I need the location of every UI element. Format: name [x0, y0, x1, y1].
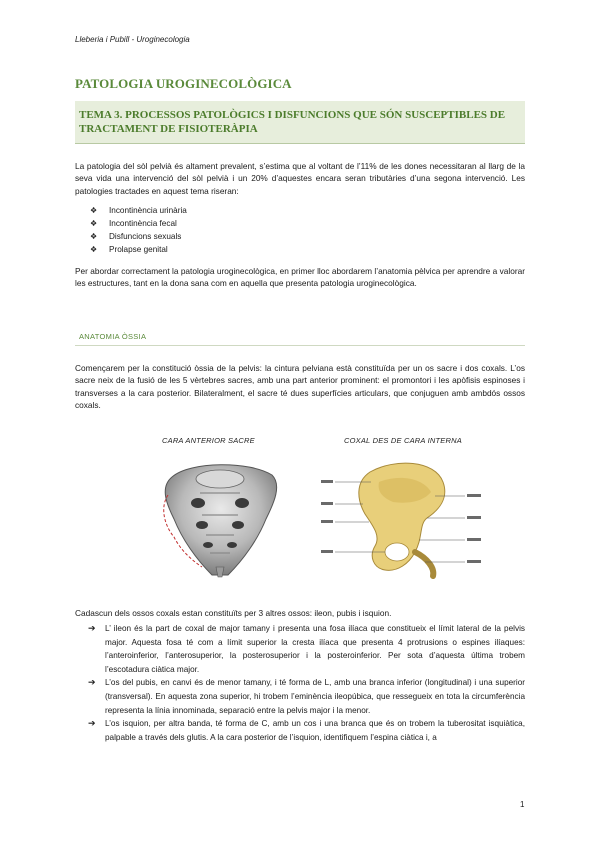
section-heading: ANATOMIA ÒSSIA	[79, 332, 147, 341]
list-item	[90, 204, 187, 217]
list-item	[88, 676, 525, 717]
diamond-bullet-icon: ❖	[90, 245, 98, 254]
section-heading-box	[75, 325, 525, 346]
list-item	[90, 243, 187, 256]
list-item-label: Prolapse genital	[109, 245, 168, 254]
page-number: 1	[520, 800, 525, 809]
list-item-text: L’os isquion, per altra banda, té forma de C, amb un cos i una branca que és on trobem la tuberositat isquiàtica, palpable a través dels glutis. A la cara posterior de l’isquion, identifiquem l’espina ciàtica i, a	[105, 719, 525, 742]
right-figure-caption: COXAL DES DE CARA INTERNA	[344, 436, 462, 445]
list-item	[88, 717, 525, 744]
arrow-right-icon: ➔	[88, 677, 96, 688]
anatomy-paragraph: Començarem per la constitució òssia de la pelvis: la cintura pelviana està constituïda per un os sacre i dos coxals. L’os sacre neix de la fusió de les 5 vèrtebres sacres, amb una part anterior prominent: el promontori i les apòfisis espinoses i transverses a la cara posterior. Bilateralment, el sacre té dues superfícies articulars, que conjuguen amb ambdós ossos coxals.	[75, 363, 525, 410]
intro-paragraph: La patologia del sòl pelvià és altament prevalent, s’estima que al voltant de l’11% de les dones necessitaran al llarg de la seva vida una intervenció del sòl pelvià i un 20% d’aquestes encara seran tributàries d’una segona intervenció. Les patologies tractades en aquest tema riseran:	[75, 161, 525, 196]
arrow-right-icon: ➔	[88, 718, 96, 729]
list-item-text: L’os del pubis, en canvi és de menor tamany, i té forma de L, amb una branca inferior (longitudinal) i una superior (transversal). En aquesta zona superior, hi trobem l’eminència ileopúbica, que ressegueix en tota la circumferència representa la línia innominada, separació entre la pelvis major i la menor.	[105, 678, 525, 715]
pathology-list	[90, 204, 187, 256]
left-figure-caption: CARA ANTERIOR SACRE	[162, 436, 255, 445]
coxal-internal-figure	[315, 452, 485, 587]
second-paragraph: Per abordar correctament la patologia uroginecològica, en primer lloc abordarem l’anatomia pèlvica per aprendre a valorar les estructures, tant en la dona sana com en aquella que presenta patologia uroginecològica.	[75, 266, 525, 289]
arrow-right-icon: ➔	[88, 623, 96, 633]
list-item-text: L’ ileon és la part de coxal de major tamany i presenta una fosa ilíaca que constitueix el límit lateral de la pelvis major. Aquesta fosa té com a límit superior la cresta ilíaca que presenta 4 protrusions o espines ilíaques: l’anteroinferior, l’anterosuperior, la posterosuperior i la posteroinferior. Per sota d’aquesta última trobem l’escotadura ciàtica major.	[105, 624, 525, 674]
list-item	[90, 217, 187, 230]
diamond-bullet-icon: ❖	[90, 232, 98, 241]
list-item	[88, 622, 525, 676]
tema-heading-box	[75, 101, 525, 144]
diamond-bullet-icon: ❖	[90, 206, 98, 215]
page-title: PATOLOGIA UROGINECOLÒGICA	[75, 76, 292, 91]
bone-description-list	[88, 622, 525, 744]
diamond-bullet-icon: ❖	[90, 219, 98, 228]
list-item	[90, 230, 187, 243]
list-item-label: Incontinència fecal	[109, 219, 177, 228]
list-item-label: Incontinència urinària	[109, 206, 187, 215]
list-item-label: Disfuncions sexuals	[109, 232, 182, 241]
coxals-intro-paragraph: Cadascun dels ossos coxals estan constituïts per 3 altres ossos: ileon, pubis i isquion.	[75, 608, 392, 618]
tema-heading: TEMA 3. PROCESSOS PATOLÒGICS I DISFUNCIONS QUE SÓN SUSCEPTIBLES DE TRACTAMENT DE FISIOTERÀPIA	[79, 109, 506, 135]
sacrum-anterior-figure	[150, 455, 290, 580]
running-header: Lleberia i Pubill - Uroginecologia	[75, 35, 190, 44]
